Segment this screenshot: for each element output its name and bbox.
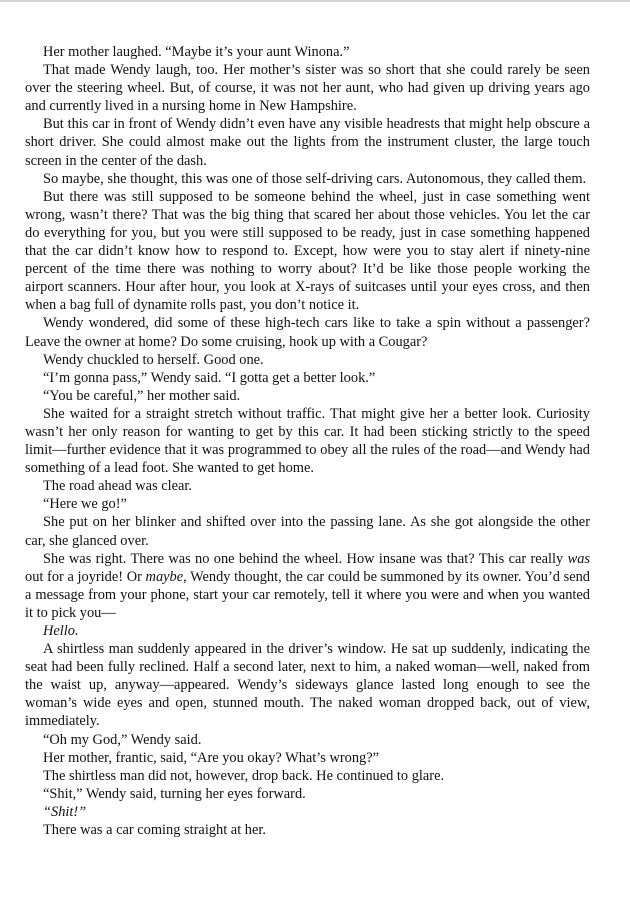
paragraph-text: Wendy wondered, did some of these high-tech cars like to take a spin without a passenger? Leave the owner at home? Do some cruising, hook up with a Cougar? [25,315,590,350]
paragraph-text: Her mother, frantic, said, “Are you okay? What’s wrong?” [43,749,380,766]
paragraph [25,170,590,188]
paragraph [25,640,590,730]
paragraph-text: “Here we go!” [43,496,127,513]
paragraph-text: So maybe, she thought, this was one of those self-driving cars. Autonomous, they called them. [43,170,587,187]
paragraph [25,115,590,169]
paragraph-text: , Wendy thought, the car could be summoned by its owner. You’d send a message from your phone, start your car remotely, tell it where you were and when you wanted it to pick you— [25,568,590,621]
paragraph [25,351,590,369]
paragraph-text: Wendy chuckled to herself. Good one. [43,351,264,368]
paragraph [25,61,590,115]
italic-text: “Shit!” [43,803,87,820]
paragraph-text: The road ahead was clear. [43,478,193,495]
paragraph-text: out for a joyride! Or [25,568,146,585]
paragraph-text: But there was still supposed to be someone behind the wheel, just in case something went wrong, wasn’t there? That was the big thing that scared her about those vehicles. You let the car do everything for you, but you were still supposed to be ready, just in case something happened that the car didn’t know how to respond to. Except, how were you to stay alert if ninety-nine percent of the time there was nothing to worry about? It’d be like those people working the airport scanners. Hour after hour, you look at X-rays of suitcases until your eyes cross, and then when a bag full of dynamite rolls past, you don’t notice it. [25,188,590,314]
paragraph [25,767,590,785]
paragraph [25,821,590,839]
paragraph-text: But this car in front of Wendy didn’t even have any visible headrests that might help obscure a short driver. She could almost make out the lights from the instrument cluster, the large touch screen in the center of the dash. [25,116,590,169]
paragraph-text: “You be careful,” her mother said. [43,387,241,404]
paragraph [25,495,590,513]
paragraph [25,314,590,350]
paragraph [25,387,590,405]
paragraph [25,785,590,803]
paragraph-text: She put on her blinker and shifted over into the passing lane. As she got alongside the other car, she glanced over. [25,514,590,549]
italic-text: was [567,550,590,567]
paragraph-text: She waited for a straight stretch without traffic. That might give her a better look. Curiosity wasn’t her only reason for wanting to get by this car. It had been sticking strictly to the speed limit—further evidence that it was programmed to obey all the rules of the road—and Wendy had something of a lead foot. She wanted to get home. [25,405,590,477]
paragraph-text: “Oh my God,” Wendy said. [43,731,202,748]
italic-text: Hello. [43,623,79,639]
paragraph [25,550,590,622]
paragraph [25,731,590,749]
paragraph-text: Her mother laughed. “Maybe it’s your aunt Winona.” [43,44,350,60]
paragraph-text: There was a car coming straight at her. [43,822,266,839]
paragraph [25,43,590,61]
paragraph-text: She was right. There was no one behind the wheel. How insane was that? This car really [43,550,568,567]
paragraph-text: The shirtless man did not, however, drop back. He continued to glare. [43,767,445,784]
paragraph [25,803,590,821]
book-page [25,43,590,839]
paragraph-text: That made Wendy laugh, too. Her mother’s sister was so short that she could rarely be seen over the steering wheel. But, of course, it was not her aunt, who had given up driving years ago and currently lived in a nursing home in New Hampshire. [25,62,590,115]
paragraph [25,369,590,387]
paragraph [25,513,590,549]
paragraph-text: A shirtless man suddenly appeared in the driver’s window. He sat up suddenly, indicating the seat had been fully reclined. Half a second later, next to him, a naked woman—well, naked from the waist up, anyway—appeared. Wendy’s sideways glance lasted long enough to see the woman’s wide eyes and open, stunned mouth. The naked woman dropped back, out of view, immediately. [25,641,590,730]
paragraph [25,477,590,495]
paragraph [25,622,590,640]
paragraph-text: “I’m gonna pass,” Wendy said. “I gotta get a better look.” [43,369,376,386]
paragraph [25,188,590,315]
italic-text: maybe [145,568,184,585]
paragraph [25,749,590,767]
paragraph-text: “Shit,” Wendy said, turning her eyes forward. [43,785,306,802]
paragraph [25,405,590,477]
page-top-rule [0,0,630,2]
